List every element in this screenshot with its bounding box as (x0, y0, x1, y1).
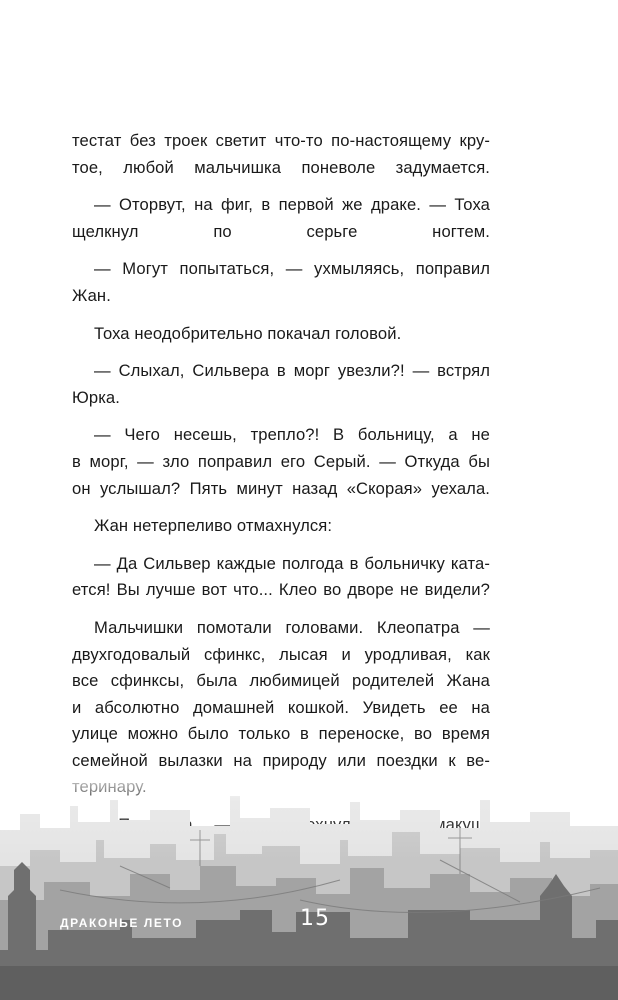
line-5: — Могут попытаться, — ухмыляясь, поправил (94, 259, 490, 279)
city-skyline-illustration (0, 770, 618, 1000)
text-paragraph (72, 256, 490, 309)
page-number: 15 (300, 906, 330, 931)
line-11: в морг, — зло поправил его Серый. — Откуда бы (72, 451, 490, 471)
line-3: — Оторвут, на фиг, в первой же драке. — Тоха (94, 195, 490, 215)
running-footer-book-title: ДРАКОНЬЕ ЛЕТО (60, 916, 184, 930)
line-10: — Чего несешь, трепло?! В больницу, а не (94, 425, 490, 445)
line-13: Жан нетерпеливо отмахнулся: (94, 516, 333, 536)
line-7: Тоха неодобрительно покачал головой. (94, 323, 402, 343)
line-17: двухгодовалый сфинкс, лысая и уродливая, как (72, 644, 490, 664)
text-line (72, 128, 490, 181)
text-paragraph (72, 192, 490, 245)
line-12: он услышал? Пять минут назад «Скорая» уехала. (72, 478, 490, 498)
line-14: — Да Сильвер каждые полгода в больничку ката- (94, 553, 490, 573)
text-paragraph (72, 551, 490, 604)
line-1: тестат без троек светит что-то по-настоящему кру- (72, 131, 490, 150)
line-18: все сфинксы, была любимицей родителей Жана (72, 671, 490, 691)
page-text (72, 128, 490, 865)
line-16: Мальчишки помотали головами. Клеопатра — (94, 617, 490, 637)
skyline-ground (0, 966, 618, 1000)
line-8: — Слыхал, Сильвера в морг увезли?! — встрял (94, 361, 490, 381)
text-paragraph (72, 513, 490, 540)
line-6: Жан. (72, 285, 111, 305)
line-2: тое, любой мальчишка поневоле задумается. (72, 157, 490, 177)
line-19: и абсолютно домашней кошкой. Увидеть ее на (72, 697, 490, 717)
line-20: улице можно было только в переноске, во время (72, 724, 490, 744)
line-15: ется! Вы лучше вот что... Клео во дворе не видели? (72, 580, 490, 600)
line-9: Юрка. (72, 387, 120, 407)
text-paragraph (72, 422, 490, 502)
text-paragraph (72, 358, 490, 411)
line-4: щелкнул по серьге ногтем. (72, 221, 490, 241)
text-paragraph (72, 321, 490, 348)
line-21: семейной вылазки на природу или поездки к ве- (72, 750, 490, 770)
